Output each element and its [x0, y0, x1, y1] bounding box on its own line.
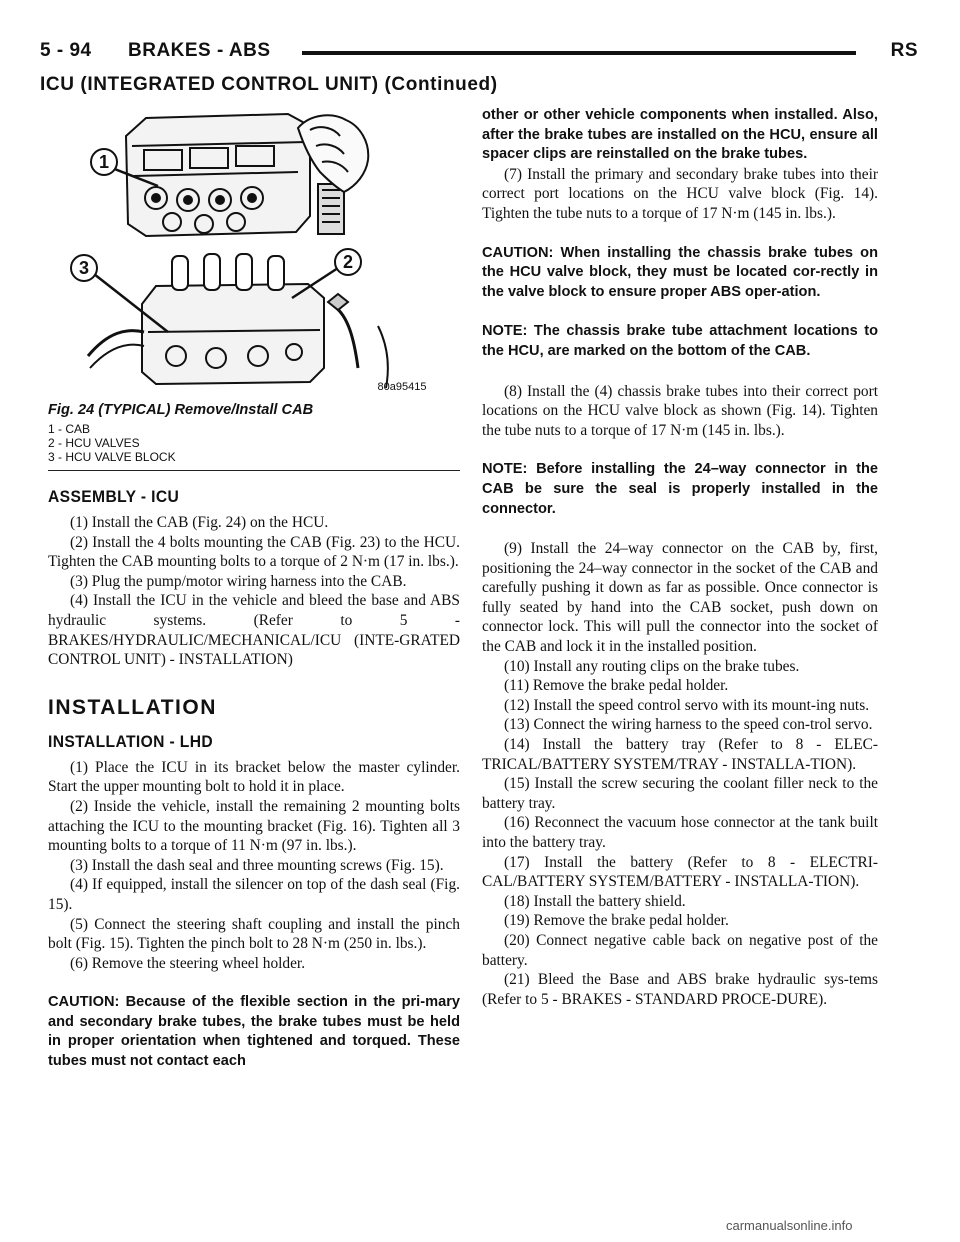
- assembly-step: (3) Plug the pump/motor wiring harness into the CAB.: [70, 572, 407, 590]
- install-step: (2) Inside the vehicle, install the remaining 2 mounting bolts attaching the ICU to the mounting bracket (Fig. 16). Tighten all 3 mounting bolts to a torque of 11 N·m (97 in. lbs.).: [48, 797, 460, 855]
- assembly-step: (2) Install the 4 bolts mounting the CAB (Fig. 23) to the HCU. Tighten the CAB mounting bolts to a torque of 2 N·m (17 in. lbs.).: [48, 533, 460, 571]
- caution-chassis-tubes: CAUTION: When installing the chassis brake tubes on the HCU valve block, they must be located cor-rectly in the valve block to ensure proper ABS oper-ation.: [482, 244, 878, 300]
- install-step: (5) Connect the steering shaft coupling and install the pinch bolt (Fig. 15). Tighten the pinch bolt to 28 N·m (250 in. lbs.).: [48, 915, 460, 953]
- install-step: (8) Install the (4) chassis brake tubes into their correct port locations on the HCU valve block as shown (Fig. 14). Tighten the tube nuts to a torque of 17 N·m (145 in. lbs.).: [482, 382, 878, 439]
- left-column: [48, 106, 460, 1072]
- caution-brake-tubes: CAUTION: Because of the flexible section in the pri-mary and secondary brake tubes, the brake tubes must be held in proper orientation when tightened and torqued. These tubes must not contact each: [48, 994, 460, 1070]
- note-tube-locations: NOTE: The chassis brake tube attachment locations to the HCU, are marked on the bottom of the CAB.: [482, 323, 878, 359]
- install-step: (9) Install the 24–way connector on the CAB by, first, positioning the 24–way connector in the socket of the CAB and carefully pushing it down as far as possible. Once connector is fully seated by hand into the CAB socket, push down on connector lock. This will pull the connector into the socket of the CAB and lock it in the installed position.: [482, 540, 878, 656]
- install-step: (20) Connect negative cable back on negative post of the battery.: [482, 931, 878, 969]
- install-step: (15) Install the screw securing the coolant filler neck to the battery tray.: [482, 775, 878, 812]
- legend-item: 2 - HCU VALVES: [48, 436, 140, 450]
- install-step: (3) Install the dash seal and three mounting screws (Fig. 15).: [70, 856, 444, 874]
- note-24-way-connector: NOTE: Before installing the 24–way connector in the CAB be sure the seal is properly installed in the connector.: [482, 461, 878, 517]
- install-step: (16) Reconnect the vacuum hose connector at the tank built into the battery tray.: [482, 814, 878, 851]
- header-rule: [302, 51, 856, 55]
- page-header: [40, 40, 918, 70]
- install-step: (1) Place the ICU in its bracket below the master cylinder. Start the upper mounting bolt to hold it in place.: [48, 758, 460, 796]
- continued-title: ICU (INTEGRATED CONTROL UNIT) (Continued): [40, 74, 498, 95]
- install-step: (14) Install the battery tray (Refer to 8 - ELEC-TRICAL/BATTERY SYSTEM/TRAY - INSTALLA-TION).: [482, 736, 878, 773]
- install-step: (19) Remove the brake pedal holder.: [504, 912, 729, 930]
- install-step: (12) Install the speed control servo with its mount-ing nuts.: [504, 696, 870, 714]
- callout-3: 3: [78, 258, 90, 278]
- legend-item: 3 - HCU VALVE BLOCK: [48, 450, 176, 464]
- install-step: (21) Bleed the Base and ABS brake hydraulic sys-tems (Refer to 5 - BRAKES - STANDARD PROCE-DURE).: [482, 971, 878, 1008]
- caution-brake-tubes-continued: other or other vehicle components when installed. Also, after the brake tubes are installed on the HCU, ensure all spacer clips are reinstalled on the brake tubes.: [482, 107, 878, 163]
- legend-item: 1 - CAB: [48, 422, 91, 436]
- figure-caption: Fig. 24 (TYPICAL) Remove/Install CAB: [48, 402, 314, 418]
- assembly-heading: ASSEMBLY - ICU: [48, 487, 180, 506]
- install-step: (7) Install the primary and secondary brake tubes into their correct port locations on the HCU valve block (Fig. 14). Tighten the tube nuts to a torque of 17 N·m (145 in. lbs.).: [482, 165, 878, 222]
- figure-legend: [48, 422, 460, 464]
- install-step: (10) Install any routing clips on the brake tubes.: [504, 657, 800, 675]
- section-title: BRAKES - ABS: [128, 40, 271, 61]
- install-step: (17) Install the battery (Refer to 8 - ELECTRI-CAL/BATTERY SYSTEM/BATTERY - INSTALLA-TION).: [482, 853, 878, 891]
- assembly-step: (4) Install the ICU in the vehicle and bleed the base and ABS hydraulic systems. (Refer to 5 - BRAKES/HYDRAULIC/MECHANICAL/ICU (INTE-GRATED CONTROL UNIT) - INSTALLATION): [48, 592, 460, 669]
- callout-1: 1: [98, 152, 110, 172]
- assembly-step: (1) Install the CAB (Fig. 24) on the HCU.: [70, 514, 329, 531]
- install-step: (18) Install the battery shield.: [504, 892, 686, 910]
- install-step: (11) Remove the brake pedal holder.: [504, 677, 729, 695]
- callout-2: 2: [342, 252, 354, 272]
- cab-hcu-drawing: [48, 106, 448, 396]
- watermark: carmanualsonline.info: [726, 1218, 853, 1233]
- right-column: [482, 106, 878, 1009]
- installation-lhd-heading: INSTALLATION - LHD: [48, 731, 214, 751]
- figure-illustration: [48, 106, 448, 396]
- install-step: (6) Remove the steering wheel holder.: [70, 954, 306, 972]
- model-code: RS: [890, 40, 918, 61]
- page-number: 5 - 94: [40, 40, 92, 61]
- install-step: (13) Connect the wiring harness to the speed con-trol servo.: [504, 716, 873, 734]
- installation-heading: INSTALLATION: [48, 695, 217, 719]
- image-code: 80a95415: [377, 381, 427, 393]
- install-step: (4) If equipped, install the silencer on top of the dash seal (Fig. 15).: [48, 876, 460, 913]
